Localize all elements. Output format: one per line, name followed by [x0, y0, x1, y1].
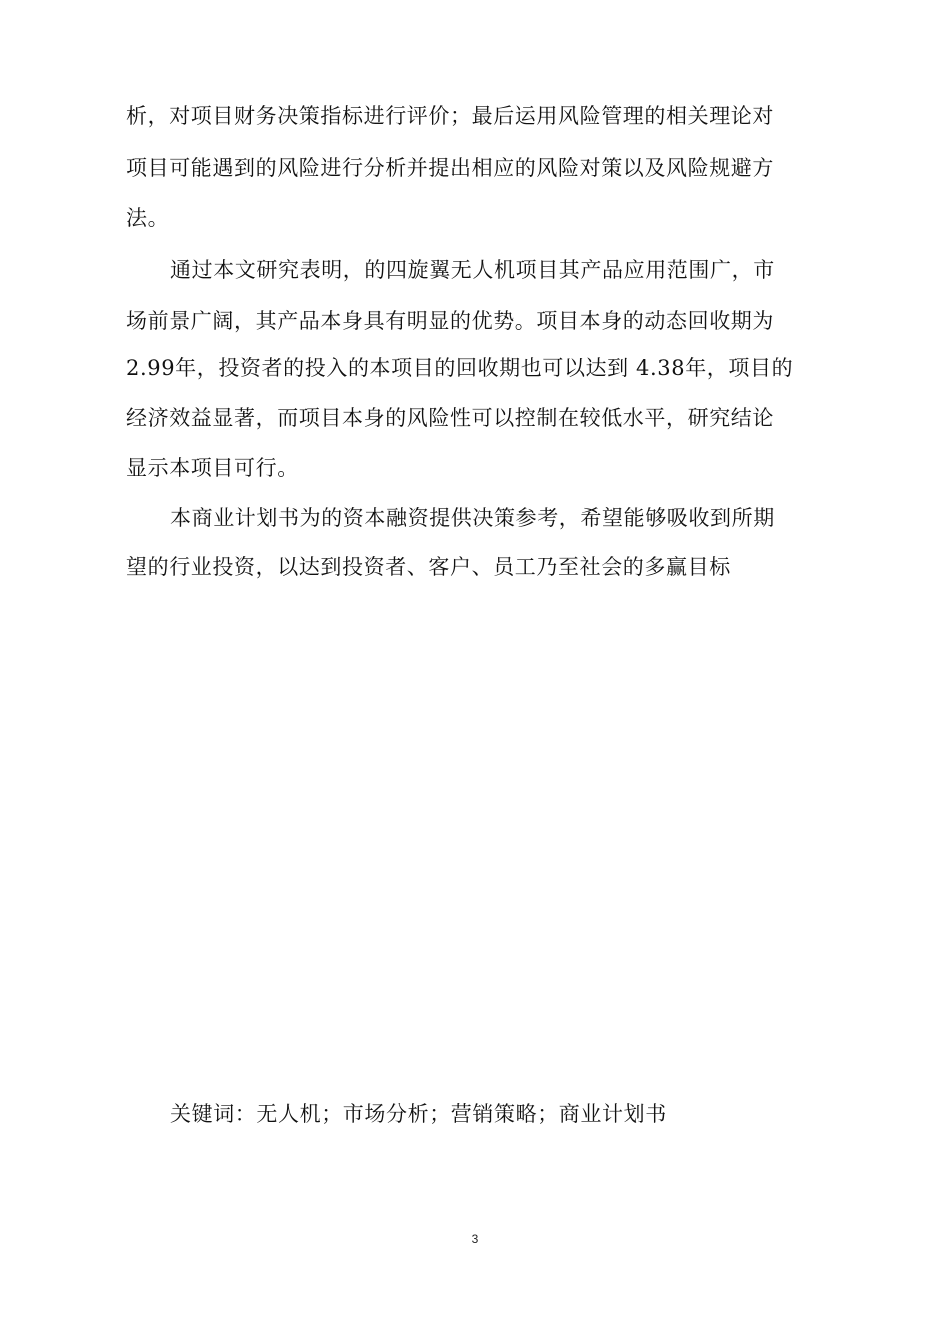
text-line: 2.99年，投资者的投入的本项目的回收期也可以达到 4.38年，项目的: [126, 356, 794, 380]
page-number: 3: [471, 1232, 479, 1246]
text-line: 望的行业投资，以达到投资者、客户、员工乃至社会的多赢目标: [126, 555, 731, 579]
text-line: 法。: [126, 206, 170, 230]
text-line: 通过本文研究表明，的四旋翼无人机项目其产品应用范围广，市: [170, 258, 775, 282]
text-line: 本商业计划书为的资本融资提供决策参考，希望能够吸收到所期: [170, 506, 775, 530]
text-line: 经济效益显著，而项目本身的风险性可以控制在较低水平，研究结论: [126, 406, 774, 430]
text-line: 显示本项目可行。: [126, 456, 299, 480]
text-line: 项目可能遇到的风险进行分析并提出相应的风险对策以及风险规避方: [126, 156, 774, 180]
keywords-line: 关键词：无人机；市场分析；营销策略；商业计划书: [170, 1102, 667, 1126]
text-line: 析，对项目财务决策指标进行评价；最后运用风险管理的相关理论对: [126, 104, 774, 128]
text-line: 场前景广阔，其产品本身具有明显的优势。项目本身的动态回收期为: [126, 309, 774, 333]
